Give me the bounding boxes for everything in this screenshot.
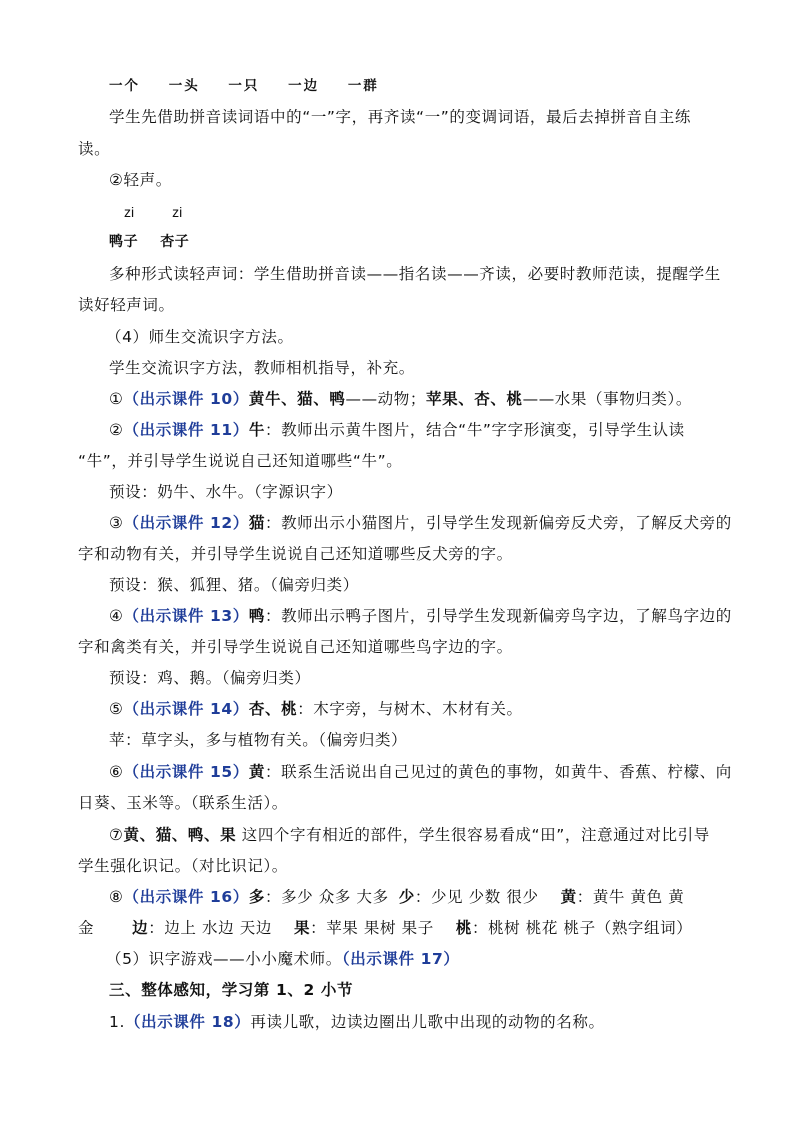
paragraph-line: 字和动物有关，并引导学生说说自己还知道哪些反犬旁的字。 <box>78 545 513 563</box>
section-heading: （5）识字游戏——小小魔术师。（出示课件 17） <box>106 950 460 968</box>
yi-word: 一群 <box>347 78 379 94</box>
courseware-ref: （出示课件 12） <box>123 514 249 532</box>
courseware-ref: （出示课件 13） <box>123 607 249 625</box>
list-item-continued: 金 边：边上 水边 天边 果：苹果 果树 果子 桃：桃树 桃花 桃子（熟字组词） <box>78 918 693 937</box>
list-item: ②（出示课件 11）牛：教师出示黄牛图片，结合“牛”字字形演变，引导学生认读 <box>109 420 685 439</box>
list-item: ⑤（出示课件 14）杏、桃：木字旁，与树木、木材有关。 <box>109 699 523 718</box>
paragraph-line: 日葵、玉米等。（联系生活）。 <box>78 794 288 812</box>
yi-word: 一头 <box>168 78 200 94</box>
yi-word-row <box>109 76 379 96</box>
list-item: ④（出示课件 13）鸭：教师出示鸭子图片，引导学生发现新偏旁鸟字边，了解鸟字边的 <box>109 606 732 625</box>
list-item: ①（出示课件 10）黄牛、猫、鸭——动物；苹果、杏、桃——水果（事物归类）。 <box>109 389 692 408</box>
paragraph-line: 预设：猴、狐狸、猪。（偏旁归类） <box>109 576 359 594</box>
qingsheng-word: 杏子 <box>160 234 190 250</box>
yi-word: 一边 <box>288 78 320 94</box>
list-item: ⑦黄、猫、鸭、果 这四个字有相近的部件，学生很容易看成“田”，注意通过对比引导 <box>109 825 710 844</box>
paragraph-line: 多种形式读轻声词：学生借助拼音读——指名读——齐读，必要时教师范读，提醒学生 <box>109 265 721 283</box>
subsection-heading: ②轻声。 <box>109 171 172 189</box>
qingsheng-word: 鸭子 <box>109 234 139 250</box>
section-heading: （4）师生交流识字方法。 <box>106 328 294 346</box>
list-item: ⑥（出示课件 15）黄：联系生活说出自己见过的黄色的事物，如黄牛、香蕉、柠檬、向 <box>109 762 732 781</box>
list-item: ③（出示课件 12）猫：教师出示小猫图片，引导学生发现新偏旁反犬旁，了解反犬旁的 <box>109 513 732 532</box>
yi-word: 一个 <box>109 78 140 94</box>
courseware-ref: （出示课件 16） <box>123 888 249 906</box>
paragraph-line: 学生强化识记。（对比识记）。 <box>78 857 288 875</box>
qingsheng-word-row <box>109 232 189 252</box>
courseware-ref: （出示课件 14） <box>123 700 249 718</box>
paragraph-line: 学生交流识字方法，教师相机指导，补充。 <box>109 359 415 377</box>
paragraph-line: 苹：草字头，多与植物有关。（偏旁归类） <box>109 731 408 749</box>
paragraph-line: 预设：奶牛、水牛。（字源识字） <box>109 483 343 501</box>
pinyin: zi <box>172 204 183 220</box>
courseware-ref: （出示课件 18） <box>125 1013 251 1031</box>
pinyin: zi <box>124 204 135 220</box>
courseware-ref: （出示课件 17） <box>341 950 460 968</box>
main-section-heading: 三、整体感知，学习第 1、2 小节 <box>109 981 354 999</box>
pinyin-row <box>124 202 182 222</box>
paragraph-line: 学生先借助拼音读词语中的“一”字，再齐读“一”的变调词语，最后去掉拼音自主练 <box>109 108 691 126</box>
courseware-ref: （出示课件 15） <box>123 763 249 781</box>
courseware-ref: （出示课件 11） <box>123 421 249 439</box>
paragraph-line: “牛”，并引导学生说说自己还知道哪些“牛”。 <box>78 452 403 470</box>
list-item: ⑧（出示课件 16）多：多少 众多 大多 少：少见 少数 很少 黄：黄牛 黄色 黄 <box>109 887 685 906</box>
yi-word: 一只 <box>228 78 260 94</box>
paragraph-line: 读好轻声词。 <box>78 296 175 314</box>
paragraph-line: 字和禽类有关，并引导学生说说自己还知道哪些鸟字边的字。 <box>78 638 513 656</box>
paragraph-line: 读。 <box>78 140 111 158</box>
courseware-ref: （出示课件 10） <box>123 390 249 408</box>
paragraph-line: 预设：鸡、鹅。（偏旁归类） <box>109 669 311 687</box>
list-item: 1.（出示课件 18）再读儿歌，边读边圈出儿歌中出现的动物的名称。 <box>109 1013 605 1031</box>
